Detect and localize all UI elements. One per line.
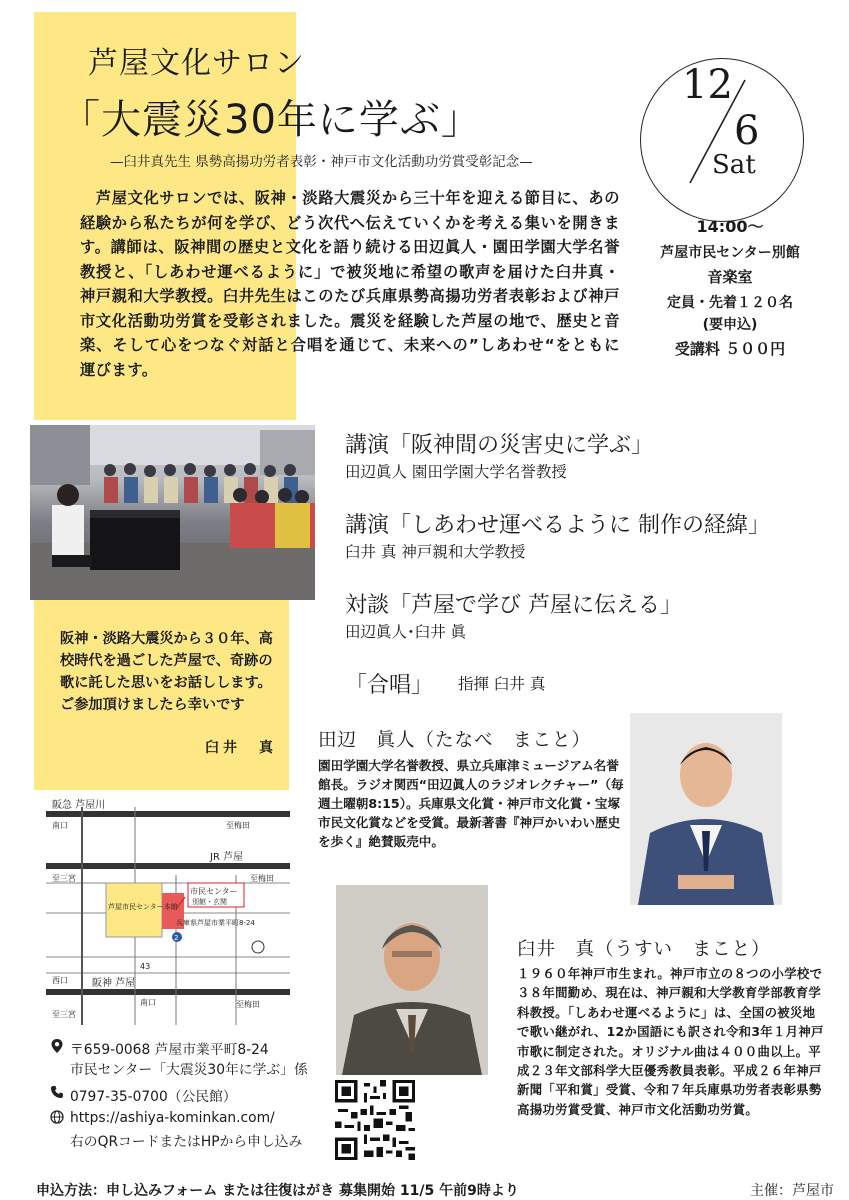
date-weekday: Sat — [712, 150, 756, 180]
event-venue: 芦屋市民センター別館 — [660, 245, 800, 261]
map-honkan-label: 芦屋市民センター本館 — [108, 903, 178, 911]
map-hankyu-station: 阪急 芦屋川 — [52, 800, 106, 811]
map-hanshin-station: 阪神 芦屋 — [92, 978, 136, 989]
usui-portrait — [336, 885, 488, 1075]
date-day: 6 — [734, 108, 760, 154]
map-hankyu-south: 南口 — [52, 821, 68, 830]
location-pin-icon — [48, 1038, 66, 1058]
event-room: 音楽室 — [707, 268, 753, 286]
series-title: 芦屋文化サロン — [88, 46, 305, 81]
map-to-sannomiya-1: 至三宮 — [52, 874, 76, 883]
map-to-umeda-2: 至梅田 — [250, 874, 274, 883]
photo-caption: 阪神・淡路大震災から３０年、高校時代を過ごした芦屋で、奇跡の歌に託した思いをお話しします。ご参加頂けましたら幸いです — [60, 631, 273, 713]
program-2-title: 講演「しあわせ運べるように 制作の経緯」 — [345, 513, 770, 538]
globe-icon — [48, 1110, 66, 1128]
contact-apply-note: 右のQRコードまたはHPから申し込み — [70, 1134, 303, 1150]
organizer: 主催：芦屋市 — [750, 1183, 834, 1199]
access-map — [40, 797, 290, 1025]
program-1-title: 講演「阪神間の災害史に学ぶ」 — [345, 433, 654, 458]
map-address-label: 兵庫県芦屋市業平町8-24 — [176, 919, 255, 927]
program-4-conductor: 指揮 臼井 真 — [458, 675, 546, 693]
event-time: 14:00～ — [696, 217, 764, 236]
caption-signature: 臼井 真 — [205, 740, 277, 756]
program-1-speaker: 田辺眞人 園田学園大学名誉教授 — [345, 463, 567, 481]
map-to-umeda-1: 至梅田 — [226, 821, 250, 830]
map-hanshin-west: 西口 — [52, 976, 68, 985]
program-3-speaker: 田辺眞人･臼井 眞 — [345, 623, 467, 641]
tanabe-bio: 園田学園大学名誉教授、県立兵庫津ミュージアム名誉館長。ラジオ関西“田辺眞人のラジオレクチャー”（毎週土曜朝8:15）。兵庫県文化賞・神戸市文化賞・宝塚市民文化賞などを受賞。最新著書『神戸かいわい歴史を歩く』絶賛販売中。 — [318, 758, 624, 849]
map-to-sannomiya-2: 至三宮 — [52, 1010, 76, 1019]
contact-url-link[interactable]: https://ashiya-kominkan.com/ — [70, 1110, 275, 1126]
usui-bio: １９６０年神戸市生まれ。神戸市立の８つの小学校で３８年間勤め、現在は、神戸親和大学教育学部教育学科教授。「しあわせ運べるように」は、全国の被災地で歌い継がれ、12か国語にも訳され令和3年１月神戸市歌に制定された。オリジナル曲は４００曲以上。平成２３年文部科学大臣優秀教員表彰。平成２６年神戸新聞「平和賞」受賞、令和７年兵庫県功労者表彰県勢高揚功労賞受賞、神戸市文化活動功労賞。 — [517, 966, 824, 1117]
map-hanshin-south: 南口 — [140, 998, 156, 1007]
map-center-entrance: 別館・玄関 — [192, 898, 227, 906]
program-3-title: 対談「芦屋で学び 芦屋に伝える」 — [345, 593, 682, 618]
program-4-title: 「合唱」 — [345, 673, 434, 698]
contact-address-dept: 市民センター「大震災30年に学ぶ」係 — [70, 1062, 308, 1078]
contact-phone[interactable]: 0797-35-0700（公民館） — [70, 1089, 237, 1105]
map-center-label: 市民センター — [190, 887, 238, 896]
event-capacity: 定員・先着１２０名 — [667, 295, 793, 311]
qr-code[interactable] — [335, 1080, 415, 1160]
event-fee: 受講料 ５００円 — [674, 340, 786, 358]
map-to-umeda-3: 至梅田 — [236, 1000, 260, 1009]
application-method: 申込方法：申し込みフォーム または往復はがき 募集開始 11/5 午前9時より — [36, 1183, 519, 1199]
tanabe-name: 田辺 眞人（たなべ まこと） — [318, 730, 592, 751]
phone-icon — [48, 1085, 66, 1103]
map-route-43: 43 — [140, 962, 151, 971]
usui-name: 臼井 真（うすい まこと） — [517, 939, 771, 960]
event-title: 「大震災30年に学ぶ」 — [60, 97, 482, 143]
contact-address: 〒659-0068 芦屋市業平町8-24 — [70, 1042, 269, 1058]
event-subtitle: —臼井真先生 県勢高揚功労者表彰・神戸市文化活動功労賞受彰記念— — [110, 154, 533, 170]
program-2-speaker: 臼井 真 神戸親和大学教授 — [345, 543, 526, 561]
tanabe-portrait — [630, 713, 782, 905]
choir-piano-photo — [30, 425, 315, 600]
event-reservation: (要申込) — [702, 317, 758, 333]
date-month: 12 — [682, 62, 733, 108]
map-jr-station: JR 芦屋 — [210, 852, 244, 863]
intro-paragraph: 芦屋文化サロンでは、阪神・淡路大震災から三十年を迎える節目に、あの経験から私たちが何を学び、どう次代へ伝えていくかを考える集いを開きます。講師は、阪神間の歴史と文化を語り続ける田辺眞人・園田学園大学名誉教授と、「しあわせ運べるように」で被災地に希望の歌声を届けた臼井真・神戸親和大学教授。臼井先生はこのたび兵庫県勢高揚功労者表彰および神戸市文化活動功労賞を受彰されました。震災を経験した芦屋の地で、歴史と音楽、そして心をつなぐ対話と合唱を通じて、未来への”しあわせ“をともに運びます。 — [80, 189, 620, 379]
map-route-2: 2 — [174, 934, 179, 942]
